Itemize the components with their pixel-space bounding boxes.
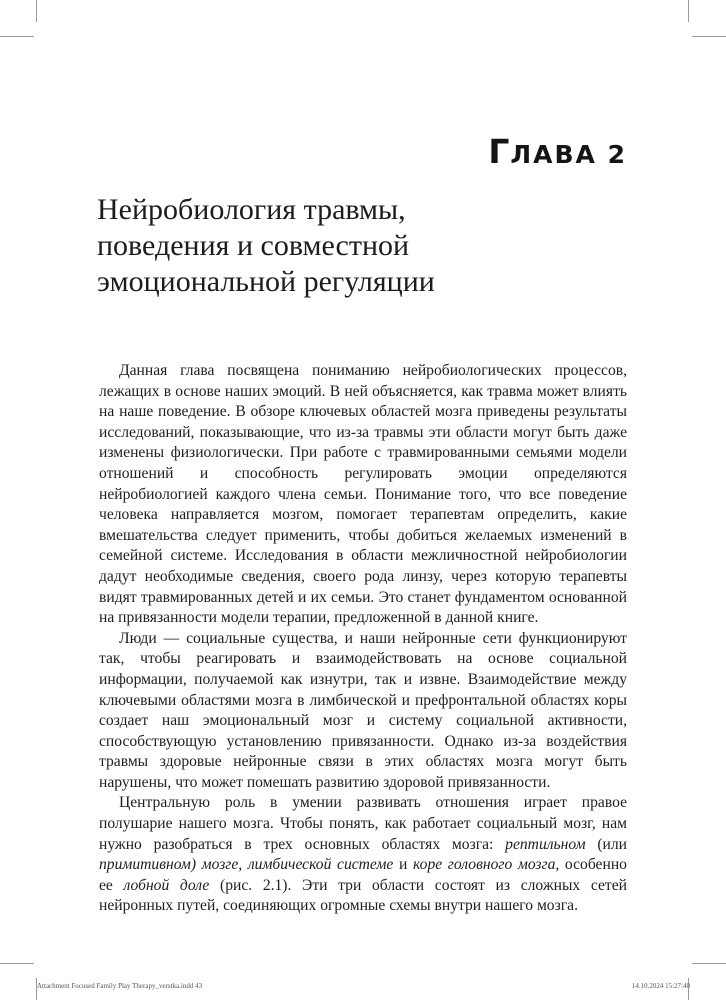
italic-term: рептильном xyxy=(505,835,586,853)
paragraph xyxy=(99,793,627,917)
paragraph: Люди — социальные существа, и наши нейронные сети функционируют так, чтобы реагировать и взаимодействовать на основе социальной информации, получаемой как изнутри, так и извне. Взаимодействие между ключевыми областями мозга в лимбической и префронтальной областях коры создает наш эмоциональный мозг и систему социальной активности, способствующую установлению привязанности. Однако из-за воздействия травмы здоровые нейронные связи в этих областях мозга могут быть нарушены, что может помешать развитию здоровой привязанности. xyxy=(99,629,627,791)
crop-mark-right-top xyxy=(692,36,726,37)
crop-mark-right-bottom xyxy=(692,963,726,964)
paragraph-text: (рис. 2.1). Эти три области состоят из сложных сетей нейронных путей, соединяющих огромные схемы внутри нашего мозга. xyxy=(99,876,627,915)
paragraph-text: и xyxy=(393,856,413,874)
chapter-heading-rest: ЛАВА 2 xyxy=(510,140,627,169)
chapter-title xyxy=(97,192,517,300)
italic-term: примитивном) мозге, лимбической системе xyxy=(99,856,394,874)
paragraph-text: особенно ее xyxy=(99,856,627,894)
crop-mark-left-bottom xyxy=(0,963,34,964)
footer-file-info: Attachment Focused Family Play Therapy_verstka.indd 43 xyxy=(37,982,203,990)
paragraph: Данная глава посвящена пониманию нейробиологических процессов, лежащих в основе наших эмоций. В ней объясняется, как травма может влиять на наше поведение. В обзоре ключевых областей мозга приведены результаты исследований, показывающие, что из-за травмы эти области могут быть даже изменены физиологически. При работе с травмированными семьями модели отношений и способность регулировать эмоции определяются нейробиологией каждого члена семьи. Понимание того, что все поведение человека направляется мозгом, помогает терапевтам определить, какие вмешательства следует применить, чтобы добиться желаемых изменений в семейной системе. Исследования в области межличностной нейробиологии дадут необходимые сведения, своего рода линзу, через которую терапевты видят травмированных детей и их семьи. Это станет фундаментом основанной на привязанности модели терапии, предложенной в данной книге. xyxy=(99,362,627,627)
chapter-title-line: поведения и совместной xyxy=(97,229,410,262)
crop-mark-left-top xyxy=(0,36,34,37)
paragraph-text: Центральную роль в умении развивать отношения играет правое полушарие нашего мозга. Чтобы понять, как работает социальный мозг, нам нужно разобраться в трех основных областях мозга: xyxy=(99,794,627,853)
italic-term: лобной доле xyxy=(123,876,210,894)
footer-timestamp: 14.10.2024 15:27:40 xyxy=(631,982,690,990)
chapter-heading-initial: Г xyxy=(488,132,511,171)
paragraph-text: (или xyxy=(585,835,627,853)
chapter-heading xyxy=(488,132,627,171)
italic-term: коре головного мозга, xyxy=(412,856,560,874)
body-text xyxy=(99,361,627,917)
crop-mark-top-right xyxy=(688,0,689,22)
chapter-title-line: Нейробиология травмы, xyxy=(97,193,406,226)
crop-mark-top-left xyxy=(36,0,37,22)
chapter-title-line: эмоциональной регуляции xyxy=(97,265,435,298)
